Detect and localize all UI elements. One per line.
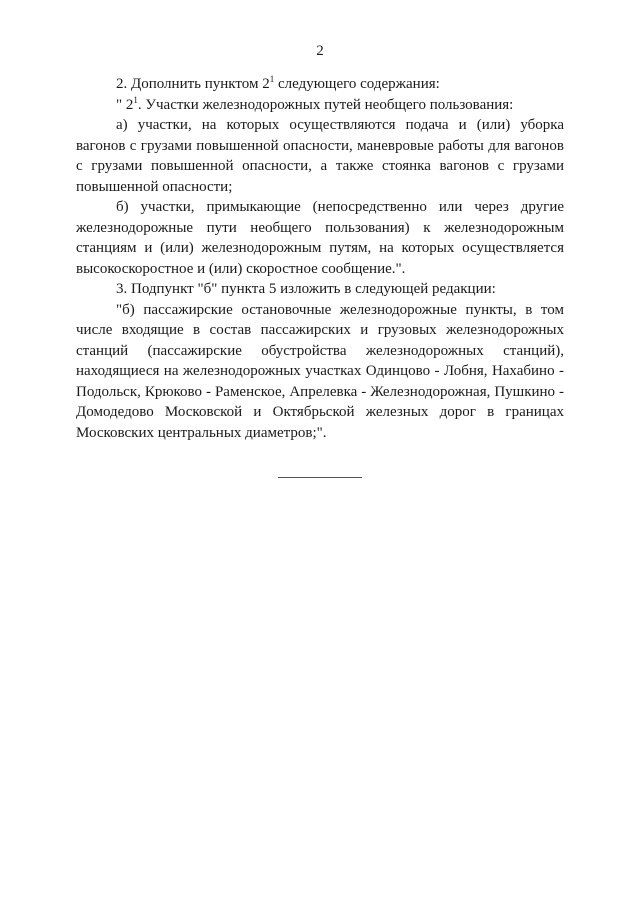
section-heading-text: " 2 [116,96,134,113]
paragraph-add-point [76,74,564,95]
paragraph-item-b: б) участки, примыкающие (непосредственно или через другие железнодорожные пути необщего пользования) к железнодорожным станциям и (или) железнодорожным путям, на которых осуществляется высокоскоростное и (или) скоростное сообщение.". [76,199,564,277]
end-separator-line [278,477,362,478]
paragraph-add-point-tail: следующего содержания: [274,76,440,92]
paragraph-item-a: а) участки, на которых осуществляются подача и (или) уборка вагонов с грузами повышенной опасности, маневровые работы для вагонов с грузами повышенной опасности, а также стоянка вагонов с грузами повышенной опасности; [76,117,564,195]
superscript-index: 1 [133,94,138,105]
paragraph-section-heading [76,95,564,116]
section-heading-tail: . Участки железнодорожных путей необщего пользования: [137,96,514,113]
paragraph-subpoint-b: 3. Подпункт "б" пункта 5 изложить в следующей редакции: [116,281,496,297]
paragraph-new-wording: "б) пассажирские остановочные железнодорожные пункты, в том числе входящие в состав пассажирских и грузовых железнодорожных станций (пассажирские обустройства железнодорожных станций), находящиеся на железнодорожных участках Одинцово - Лобня, Нахабино - Подольск, Крюково - Раменское, Апрелевка - Железнодорожная, Пушкино - Домодедово Московской и Октябрьской железных дорог в границах Московских центральных диаметров;". [76,301,564,441]
page-number: 2 [316,43,324,59]
superscript-index: 1 [269,74,275,84]
paragraph-add-point-text: 2. Дополнить пунктом 2 [116,76,270,92]
document-body [76,74,564,443]
